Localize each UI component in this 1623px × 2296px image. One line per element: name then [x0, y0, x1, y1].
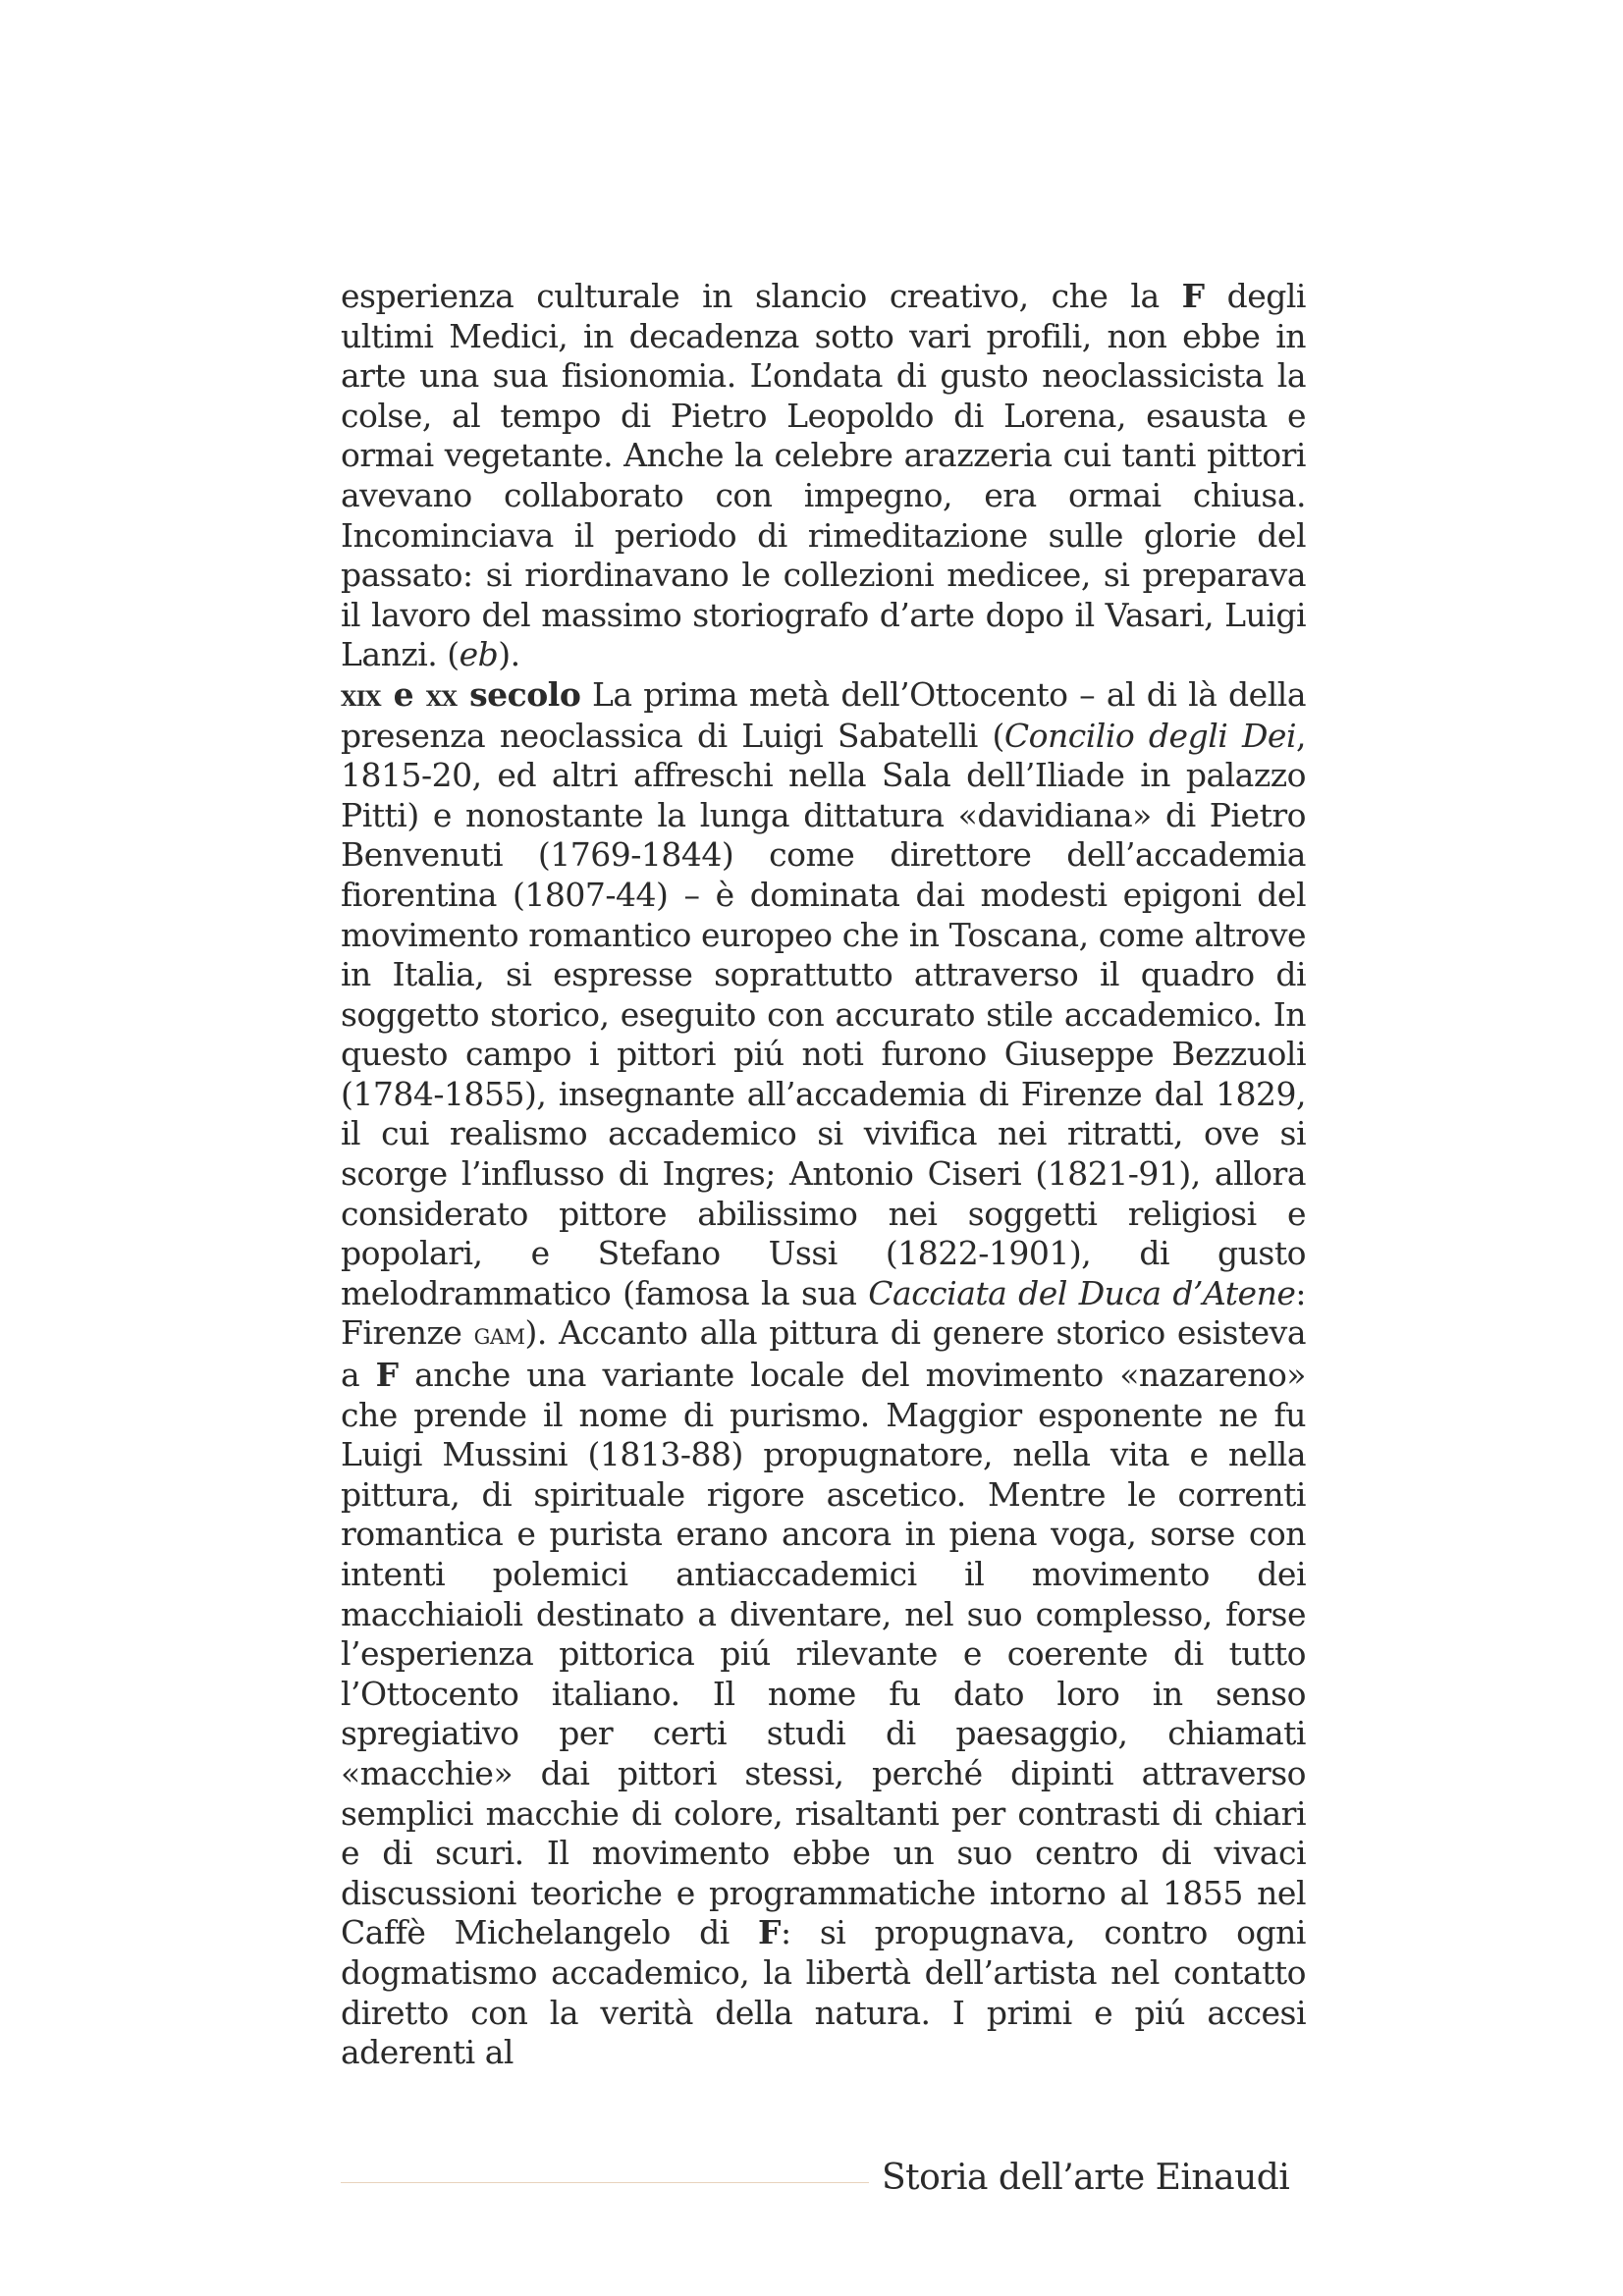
body-text — [341, 277, 1306, 2073]
text-run: La prima metà dell’Ottocento – al di là della presenza neoclassica di Luigi Sabatelli ( — [341, 674, 1306, 755]
text-run: ). Accanto alla pittura di genere storico esisteva a — [341, 1313, 1306, 1395]
text-run: ). — [498, 635, 520, 674]
paragraph-section-xix-xx — [341, 675, 1306, 2073]
paragraph-continuation — [341, 277, 1306, 675]
text-run: degli ultimi Medici, in decadenza sotto vari profili, non ebbe in arte una sua fisionomia. L’ondata di gusto neoclassicista la colse, al tempo di Pietro Leopoldo di Lorena, esausta e ormai vegetante. Anche la celebre arazzeria cui tanti pittori avevano collaborato con impegno, era ormai chiusa. Incominciava il periodo di rimeditazione sulle glorie del passato: si riordinavano le collezioni medicee, si preparava il lavoro del massimo storiografo d’arte dopo il Vasari, Luigi Lanzi. ( — [341, 277, 1306, 674]
section-heading: xix e xx secolo — [341, 674, 581, 714]
author-initials: eb — [459, 635, 499, 674]
footer-rule — [341, 2182, 869, 2183]
text-run: esperienza culturale in slancio creativo, che la — [341, 277, 1182, 315]
artwork-title: Concilio degli Dei — [1003, 716, 1296, 755]
text-run: : si propugnava, contro ogni dogmatismo accademico, la libertà dell’artista nel contatto diretto con la verità della natura. I primi e piú accesi aderenti al — [341, 1913, 1306, 2072]
footer-title: Storia dell’arte Einaudi — [882, 2158, 1290, 2198]
museum-abbrev: gam — [473, 1317, 525, 1353]
text-run: anche una variante locale del movimento «nazareno» che prende il nome di purismo. Maggior esponente ne fu Luigi Mussini (1813-88) propugnatore, nella vita e nella pittura, di spirituale rigore ascetico. Mentre le correnti romantica e purista erano ancora in piena voga, sorse con intenti polemici antiaccademici il movimento dei macchiaioli destinato a diventare, nel suo complesso, forse l’esperienza pittorica piú rilevante e coerente di tutto l’Ottocento italiano. Il nome fu dato loro in senso spregiativo per certi studi di paesaggio, chiamati «macchie» dai pittori stessi, perché dipinti attraverso semplici macchie di colore, risaltanti per contrasti di chiari e di scuri. Il movimento ebbe un suo centro di vivaci discussioni teoriche e programmatiche intorno al 1855 nel Caffè Michelangelo di — [341, 1356, 1306, 1952]
artwork-title: Cacciata del Duca d’Atene — [868, 1273, 1296, 1312]
bold-abbrev-f: F — [758, 1913, 781, 1952]
text-run: : Firenze — [341, 1273, 1306, 1353]
text-run: , 1815-20, ed altri affreschi nella Sala dell’Iliade in palazzo Pitti) e nonostante la lunga dittatura «davidiana» di Pietro Benvenuti (1769-1844) come direttore dell’accademia fiorentina (1807-44) – è dominata dai modesti epigoni del movimento romantico europeo che in Toscana, come altrove in Italia, si espresse soprattutto attraverso il quadro di soggetto storico, eseguito con accurato stile accademico. In questo campo i pittori piú noti furono Giuseppe Bezzuoli (1784-1855), insegnante all’accademia di Firenze dal 1829, il cui realismo accademico si vivifica nei ritratti, ove si scorge l’influsso di Ingres; Antonio Ciseri (1821-91), allora considerato pittore abilissimo nei soggetti religiosi e popolari, e Stefano Ussi (1822-1901), di gusto melodrammatico (famosa la sua — [341, 716, 1306, 1312]
bold-abbrev-f: F — [375, 1356, 399, 1395]
bold-abbrev-f: F — [1181, 277, 1205, 315]
